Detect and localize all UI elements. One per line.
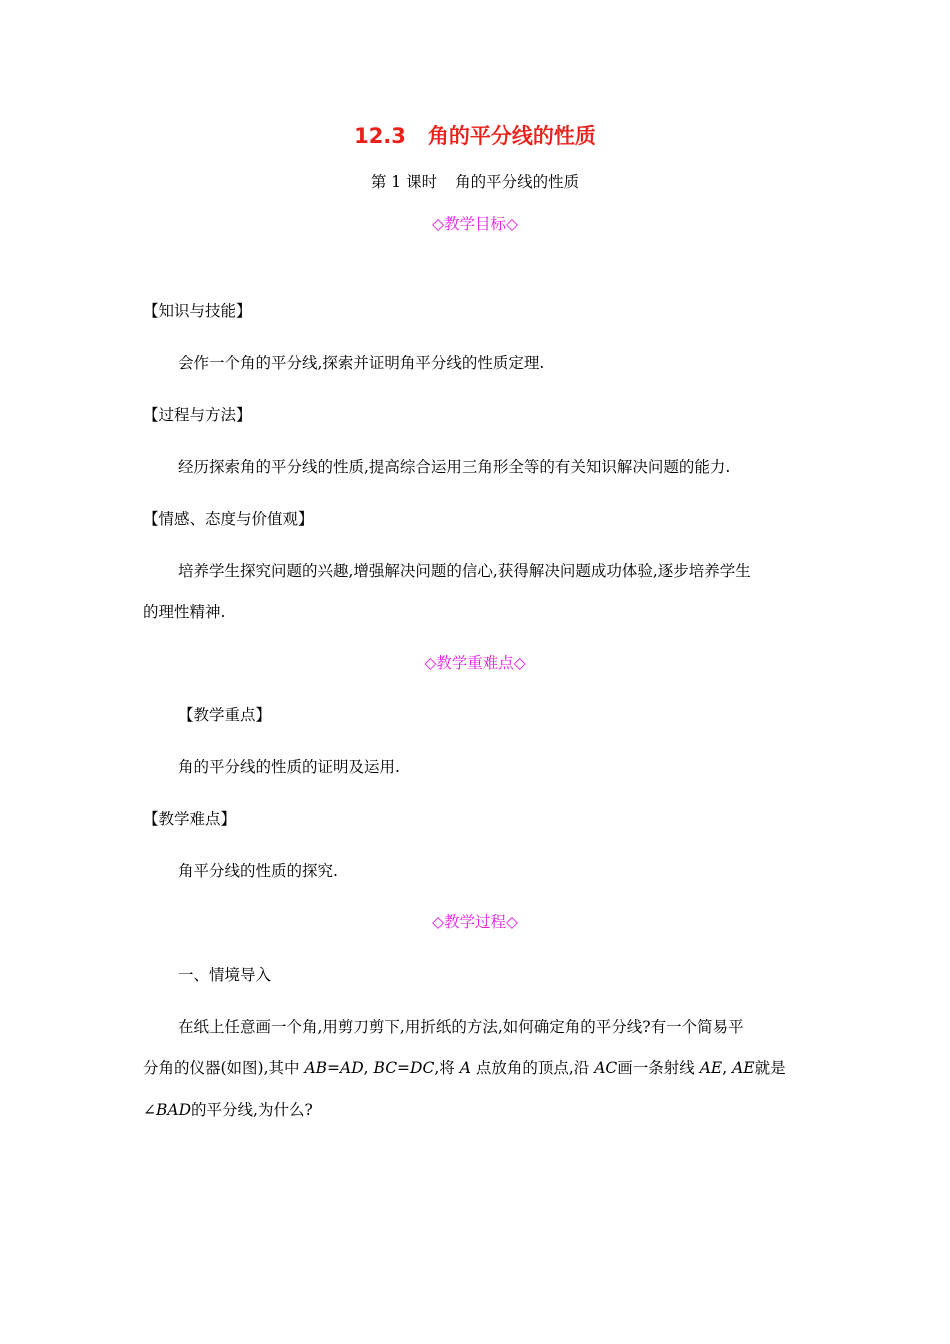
section-process-heading: ◇教学过程◇: [432, 913, 518, 931]
text-run: ,: [363, 1059, 374, 1077]
knowledge-heading: 【知识与技能】: [143, 302, 252, 320]
math-bad: BAD: [156, 1101, 192, 1119]
math-a: A: [459, 1059, 471, 1077]
focus-text: 角的平分线的性质的证明及运用.: [178, 758, 400, 776]
section-key-points-heading: ◇教学重难点◇: [424, 654, 526, 672]
text-run: ,: [722, 1059, 733, 1077]
text-run: ,将: [434, 1059, 460, 1077]
intro-paragraph-line3: [143, 1100, 313, 1120]
knowledge-text: 会作一个角的平分线,探索并证明角平分线的性质定理.: [178, 354, 545, 372]
process-method-text: 经历探索角的平分线的性质,提高综合运用三角形全等的有关知识解决问题的能力.: [178, 458, 731, 476]
math-ac: AC: [594, 1059, 618, 1077]
section-goals-heading: ◇教学目标◇: [432, 215, 518, 233]
focus-heading: 【教学重点】: [178, 706, 272, 724]
intro-paragraph-line2: [143, 1058, 786, 1078]
page-title: [0, 122, 950, 150]
math-bc-dc: BC=DC: [373, 1059, 435, 1077]
difficulty-heading: 【教学难点】: [143, 810, 237, 828]
title-text: 角的平分线的性质: [427, 124, 596, 148]
angle-symbol: ∠: [143, 1101, 156, 1119]
math-ae-2: AE: [732, 1059, 755, 1077]
math-ae: AE: [699, 1059, 723, 1077]
title-number: 12.3: [354, 124, 406, 148]
lesson-title: 角的平分线的性质: [455, 173, 580, 191]
emotion-text-line2: 的理性精神.: [143, 603, 226, 621]
text-run: 分角的仪器(如图),其中: [143, 1059, 305, 1077]
text-run: 画一条射线: [617, 1059, 700, 1077]
process-method-heading: 【过程与方法】: [143, 406, 252, 424]
math-ab-ad: AB=AD: [304, 1059, 364, 1077]
lesson-subtitle: [0, 172, 950, 192]
emotion-heading: 【情感、态度与价值观】: [143, 510, 314, 528]
text-run: 就是: [754, 1059, 786, 1077]
step1-heading: 一、情境导入: [178, 966, 272, 984]
lesson-number: 第 1 课时: [370, 173, 438, 191]
emotion-text-line1: 培养学生探究问题的兴趣,增强解决问题的信心,获得解决问题成功体验,逐步培养学生: [178, 562, 751, 580]
text-run: 的平分线,为什么?: [191, 1101, 313, 1119]
text-run: 点放角的顶点,沿: [470, 1059, 595, 1077]
intro-paragraph-line1: 在纸上任意画一个角,用剪刀剪下,用折纸的方法,如何确定角的平分线?有一个简易平: [178, 1018, 744, 1036]
difficulty-text: 角平分线的性质的探究.: [178, 862, 338, 880]
